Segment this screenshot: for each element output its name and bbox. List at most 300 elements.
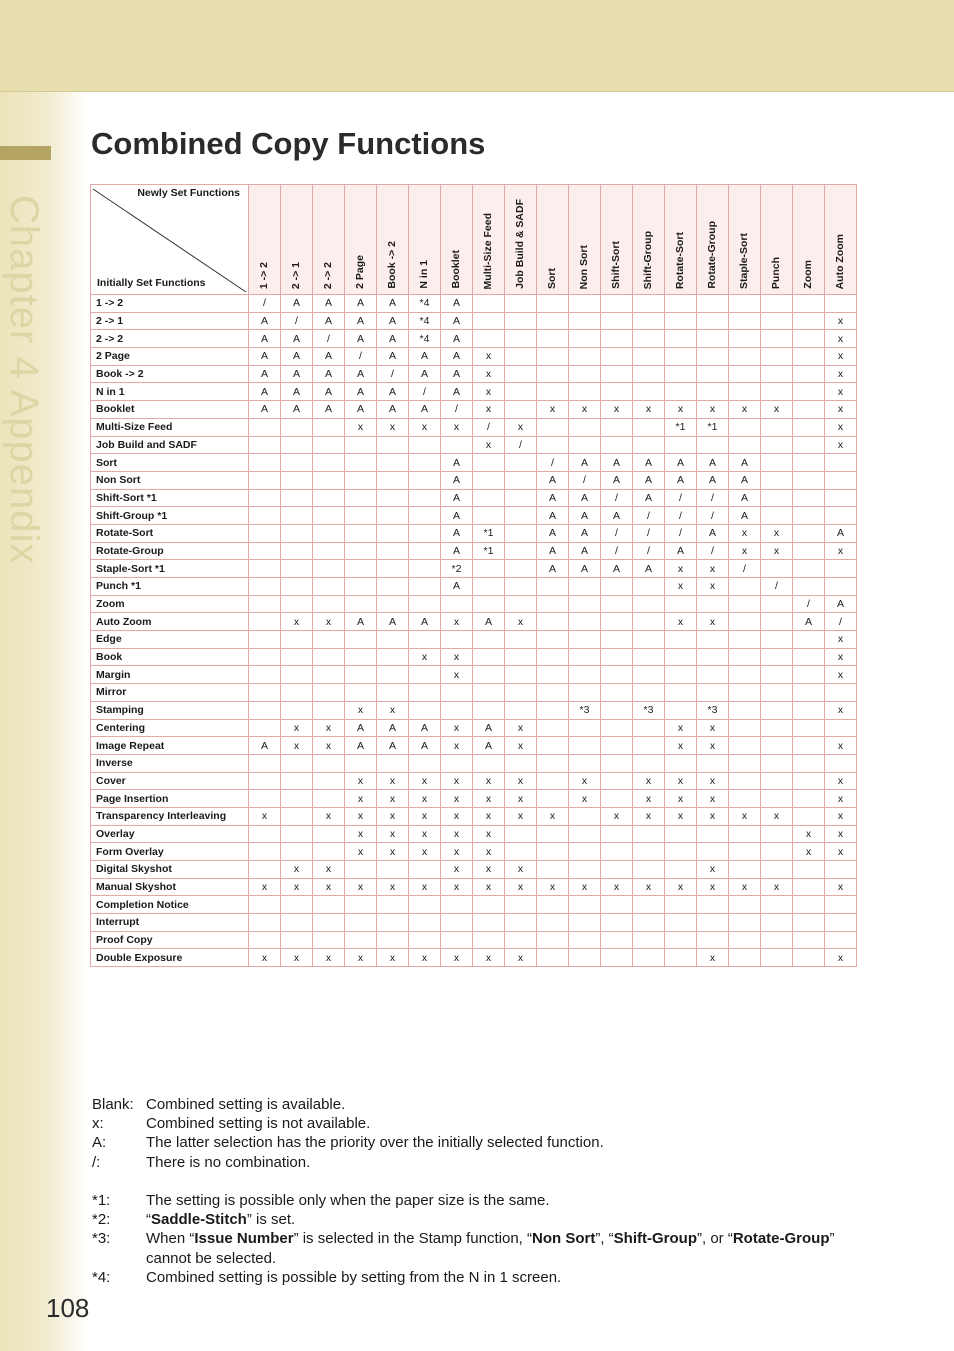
table-cell: x [441,719,473,737]
table-cell [761,790,793,808]
table-cell [761,418,793,436]
table-cell [313,418,345,436]
table-cell: A [377,401,409,419]
table-row [91,471,857,489]
table-cell: x [377,418,409,436]
note-text [146,1210,295,1229]
table-cell [377,931,409,949]
table-cell: A [313,312,345,330]
table-cell: x [473,383,505,401]
table-cell [793,312,825,330]
table-cell [761,454,793,472]
table-cell [249,648,281,666]
table-cell: x [377,878,409,896]
table-cell: x [409,825,441,843]
table-cell [793,914,825,932]
note-key: *4: [92,1268,111,1286]
table-cell [249,595,281,613]
table-cell [281,684,313,702]
table-cell [569,631,601,649]
table-cell [313,825,345,843]
table-cell [825,489,857,507]
table-cell [633,843,665,861]
table-cell [729,613,761,631]
table-cell [313,914,345,932]
table-cell [697,914,729,932]
table-cell [825,754,857,772]
table-row [91,684,857,702]
table-cell [697,931,729,949]
table-cell: / [569,471,601,489]
table-row [91,914,857,932]
table-cell [537,772,569,790]
table-cell: A [345,613,377,631]
note-text-part: ”, “ [595,1230,614,1248]
table-cell [505,843,537,861]
row-label: Edge [91,631,249,649]
row-label: Transparency Interleaving [91,807,249,825]
table-cell: x [537,878,569,896]
table-cell [409,560,441,578]
table-cell [793,507,825,525]
table-cell: / [697,542,729,560]
table-cell [249,861,281,879]
table-cell [633,578,665,596]
table-cell [665,330,697,348]
table-cell: A [441,471,473,489]
table-cell: / [633,524,665,542]
table-cell [377,436,409,454]
table-cell: A [345,330,377,348]
table-cell: / [441,401,473,419]
table-cell [473,754,505,772]
table-cell [761,312,793,330]
table-cell: A [409,401,441,419]
table-cell: A [249,365,281,383]
table-cell [537,843,569,861]
table-cell: x [825,701,857,719]
table-cell: A [313,383,345,401]
table-cell [697,330,729,348]
table-cell [633,825,665,843]
table-cell [505,348,537,366]
table-cell: x [505,861,537,879]
table-cell [249,560,281,578]
column-header [345,185,377,295]
row-label: Interrupt [91,914,249,932]
row-label: 2 Page [91,348,249,366]
table-cell [793,578,825,596]
table-cell [537,737,569,755]
table-cell [633,312,665,330]
table-cell [537,861,569,879]
table-cell [729,772,761,790]
table-cell [345,578,377,596]
table-cell: x [697,861,729,879]
table-cell [281,754,313,772]
row-label: Manual Skyshot [91,878,249,896]
table-cell [313,931,345,949]
table-cell: A [569,489,601,507]
table-cell [537,348,569,366]
table-cell [793,489,825,507]
table-cell [409,454,441,472]
column-header [409,185,441,295]
table-row [91,401,857,419]
table-cell: A [345,312,377,330]
table-cell [377,489,409,507]
table-cell [697,843,729,861]
table-cell [601,931,633,949]
table-cell [505,312,537,330]
row-label: 2 -> 1 [91,312,249,330]
table-cell [793,648,825,666]
table-cell [665,436,697,454]
table-cell: x [825,843,857,861]
table-cell [761,896,793,914]
table-cell [409,524,441,542]
table-cell: x [697,737,729,755]
table-cell [377,560,409,578]
table-cell [729,631,761,649]
table-cell: x [505,790,537,808]
table-cell [345,454,377,472]
table-cell [537,666,569,684]
column-header-label: Book -> 2 [386,241,398,289]
table-cell [473,701,505,719]
table-row [91,949,857,967]
table-row [91,843,857,861]
note-text: The setting is possible only when the paper size is the same. [146,1191,550,1209]
table-cell [281,542,313,560]
table-cell: x [729,401,761,419]
table-cell: A [665,471,697,489]
table-cell: A [409,365,441,383]
table-cell [313,542,345,560]
table-cell: A [633,454,665,472]
note-text-part: ”, or “ [697,1230,733,1248]
table-cell: / [665,489,697,507]
table-cell: A [697,524,729,542]
table-cell: x [729,524,761,542]
table-cell [537,896,569,914]
table-row [91,418,857,436]
table-cell [473,330,505,348]
table-cell: x [377,701,409,719]
table-cell [697,666,729,684]
table-cell [505,330,537,348]
legend-text: There is no combination. [146,1153,311,1171]
table-cell [601,312,633,330]
table-cell: A [249,348,281,366]
table-cell: x [825,436,857,454]
table-cell [537,914,569,932]
table-cell [665,648,697,666]
table-cell: A [473,719,505,737]
table-cell: x [825,807,857,825]
table-cell: x [633,401,665,419]
column-header-label: Zoom [802,260,814,289]
table-cell: / [729,560,761,578]
table-cell: x [793,843,825,861]
table-cell: x [441,737,473,755]
table-row [91,295,857,313]
table-cell [729,578,761,596]
table-cell [697,595,729,613]
table-cell [825,578,857,596]
table-cell: x [441,790,473,808]
table-cell: x [665,613,697,631]
table-cell: *4 [409,312,441,330]
table-cell: *1 [665,418,697,436]
table-cell: A [377,737,409,755]
column-header-label: Sort [546,268,558,289]
legend-key: x: [92,1115,104,1133]
table-cell: x [409,807,441,825]
table-cell [313,631,345,649]
column-header-label: Shift-Group [642,230,654,289]
table-cell: A [633,471,665,489]
table-cell [281,418,313,436]
table-cell [313,754,345,772]
table-cell [473,454,505,472]
table-cell [249,896,281,914]
table-cell: x [313,861,345,879]
table-cell [537,330,569,348]
table-cell [665,595,697,613]
table-cell: x [409,843,441,861]
table-cell [793,560,825,578]
table-cell: x [505,737,537,755]
table-cell [793,666,825,684]
table-cell: x [377,949,409,967]
table-cell [249,524,281,542]
table-cell [537,825,569,843]
table-cell [377,471,409,489]
table-cell [761,914,793,932]
table-cell [793,949,825,967]
table-cell [377,648,409,666]
table-row [91,737,857,755]
table-cell [249,542,281,560]
table-cell [633,613,665,631]
table-row [91,648,857,666]
column-header-label: 1 -> 2 [258,261,270,289]
table-cell: x [569,878,601,896]
table-cell [537,684,569,702]
table-cell [569,365,601,383]
table-cell [633,631,665,649]
table-cell [249,790,281,808]
table-cell [505,666,537,684]
table-cell [505,471,537,489]
row-label: Sort [91,454,249,472]
table-cell: x [697,878,729,896]
table-cell: A [441,365,473,383]
table-cell: x [345,807,377,825]
table-cell: x [505,878,537,896]
table-cell [249,454,281,472]
table-cell [281,471,313,489]
table-cell: x [665,401,697,419]
table-cell [569,578,601,596]
table-cell: A [441,330,473,348]
table-cell: x [825,878,857,896]
table-cell: x [473,861,505,879]
table-cell [697,754,729,772]
table-cell: A [313,401,345,419]
table-cell: x [441,878,473,896]
table-cell [697,365,729,383]
table-cell [665,348,697,366]
table-cell: x [441,861,473,879]
table-cell [249,631,281,649]
table-cell [505,701,537,719]
table-cell [377,578,409,596]
column-header [441,185,473,295]
table-cell: A [633,489,665,507]
table-cell [793,383,825,401]
table-cell: / [601,489,633,507]
table-cell: x [825,790,857,808]
table-corner-cell [91,185,249,295]
table-cell [569,383,601,401]
table-cell [569,949,601,967]
table-cell: x [281,949,313,967]
table-cell [345,914,377,932]
note-text-part: “ [146,1211,151,1229]
table-row [91,489,857,507]
table-cell: x [377,772,409,790]
table-cell: x [825,949,857,967]
row-label: Shift-Sort *1 [91,489,249,507]
table-cell: A [345,295,377,313]
table-cell [665,383,697,401]
table-cell: x [313,737,345,755]
table-cell: A [249,330,281,348]
table-cell: x [473,401,505,419]
table-cell: / [633,507,665,525]
table-cell: x [409,878,441,896]
table-cell [569,914,601,932]
table-cell: x [825,418,857,436]
table-cell: x [473,949,505,967]
table-cell: A [281,383,313,401]
table-cell [345,631,377,649]
table-cell [537,931,569,949]
row-label: Multi-Size Feed [91,418,249,436]
table-cell: x [313,719,345,737]
table-cell [601,861,633,879]
note-text-part: ” is selected in the Stamp function, “ [293,1230,533,1248]
table-cell: A [601,471,633,489]
table-cell: x [473,825,505,843]
table-cell: x [345,843,377,861]
table-cell [601,772,633,790]
table-cell [601,348,633,366]
table-cell [345,524,377,542]
table-cell [601,719,633,737]
table-cell [473,631,505,649]
table-cell [409,914,441,932]
table-cell: x [825,542,857,560]
column-header [761,185,793,295]
table-cell [281,524,313,542]
table-cell [409,896,441,914]
table-cell: x [313,613,345,631]
table-row [91,825,857,843]
table-cell [505,825,537,843]
table-cell: x [569,790,601,808]
table-cell: x [505,772,537,790]
table-cell: x [665,560,697,578]
table-cell [409,489,441,507]
note-text: cannot be selected. [146,1249,277,1267]
table-cell [665,666,697,684]
table-cell: A [441,454,473,472]
table-cell [665,631,697,649]
table-cell [281,807,313,825]
chapter-label [2,195,46,615]
table-cell: x [729,807,761,825]
table-cell [313,578,345,596]
column-header [633,185,665,295]
table-cell [409,931,441,949]
table-cell [729,754,761,772]
table-cell [601,666,633,684]
table-cell [473,578,505,596]
table-cell [505,754,537,772]
table-cell [633,648,665,666]
table-cell [505,401,537,419]
table-cell [761,666,793,684]
row-label: N in 1 [91,383,249,401]
table-cell [505,914,537,932]
table-cell [537,949,569,967]
table-cell [473,507,505,525]
table-row [91,578,857,596]
table-cell [633,418,665,436]
row-label: Margin [91,666,249,684]
column-header-label: Staple-Sort [738,232,750,289]
table-row [91,861,857,879]
table-cell [729,790,761,808]
table-cell: x [761,524,793,542]
table-cell: A [601,560,633,578]
table-cell: / [505,436,537,454]
table-cell [825,295,857,313]
table-cell: A [665,542,697,560]
table-cell: x [665,807,697,825]
table-cell: A [697,454,729,472]
table-cell: x [313,878,345,896]
table-cell: x [665,772,697,790]
row-label: Completion Notice [91,896,249,914]
table-cell [377,861,409,879]
table-cell [825,719,857,737]
combination-table [90,184,857,967]
table-cell: x [825,330,857,348]
table-cell [505,524,537,542]
table-cell: *3 [697,701,729,719]
table-cell [313,471,345,489]
table-cell [601,295,633,313]
table-cell: / [409,383,441,401]
table-cell [345,471,377,489]
table-cell: x [825,666,857,684]
table-cell [409,507,441,525]
row-label: Centering [91,719,249,737]
